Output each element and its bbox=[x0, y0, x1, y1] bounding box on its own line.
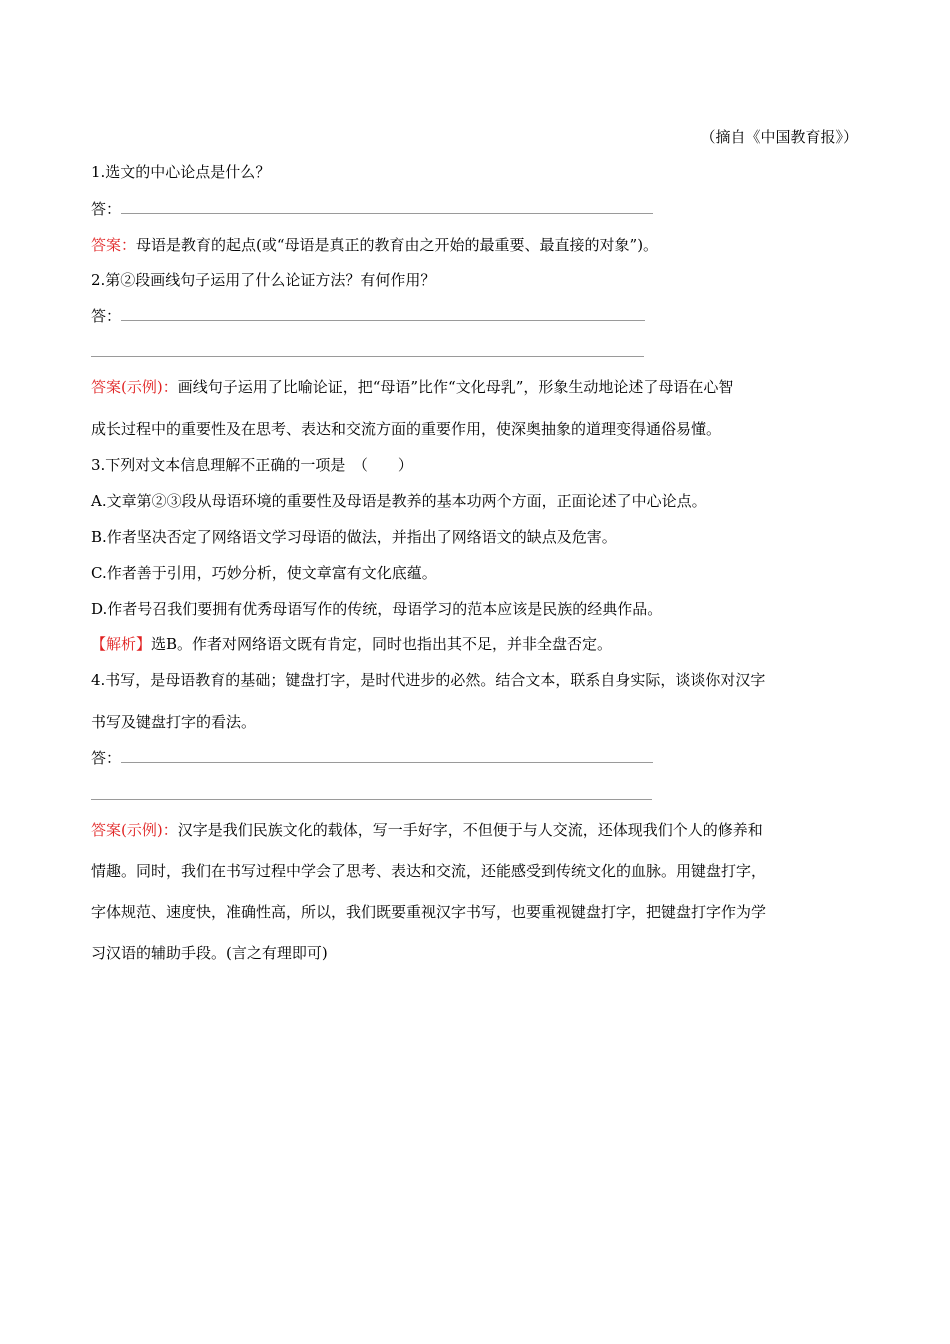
answer-2-line-1 bbox=[91, 377, 733, 397]
question-4-line-2: 书写及键盘打字的看法。 bbox=[91, 713, 257, 731]
analysis-3 bbox=[91, 634, 612, 654]
option-d[interactable]: D.作者号召我们要拥有优秀母语写作的传统，母语学习的范本应该是民族的经典作品。 bbox=[91, 600, 663, 618]
answer-prompt: 答： bbox=[91, 200, 122, 218]
answer-label: 答案(示例)： bbox=[91, 821, 178, 839]
answer-2-line-2: 成长过程中的重要性及在思考、表达和交流方面的重要作用，使深奥抽象的道理变得通俗易懂。 bbox=[91, 420, 722, 438]
question-3: 3.下列对文本信息理解不正确的一项是 （ ） bbox=[91, 456, 413, 474]
answer-label: 答案(示例)： bbox=[91, 378, 178, 396]
option-b[interactable]: B.作者坚决否定了网络语文学习母语的做法，并指出了网络语文的缺点及危害。 bbox=[91, 528, 617, 546]
answer-4-line-2: 情趣。同时，我们在书写过程中学会了思考、表达和交流，还能感受到传统文化的血脉。用键盘打字， bbox=[91, 862, 767, 880]
answer-rule-4b[interactable] bbox=[91, 799, 652, 800]
answer-text: 画线句子运用了比喻论证，把“母语”比作“文化母乳”，形象生动地论述了母语在心智 bbox=[177, 378, 734, 396]
question-1: 1.选文的中心论点是什么？ bbox=[91, 163, 271, 181]
source-citation: （摘自《中国教育报》） bbox=[700, 128, 858, 146]
answer-text: 汉字是我们民族文化的载体，写一手好字，不但便于与人交流，还体现我们个人的修养和 bbox=[177, 821, 763, 839]
answer-prompt: 答： bbox=[91, 749, 122, 767]
answer-text: 母语是教育的起点(或“母语是真正的教育由之开始的最重要、最直接的对象”)。 bbox=[136, 236, 659, 254]
answer-1 bbox=[91, 235, 658, 255]
option-c[interactable]: C.作者善于引用，巧妙分析，使文章富有文化底蕴。 bbox=[91, 564, 437, 582]
option-a[interactable]: A.文章第②③段从母语环境的重要性及母语是教养的基本功两个方面，正面论述了中心论点。 bbox=[91, 492, 707, 510]
answer-field-4[interactable] bbox=[91, 748, 653, 768]
answer-4-line-1 bbox=[91, 820, 763, 840]
answer-4-line-3: 字体规范、速度快，准确性高，所以，我们既要重视汉字书写，也要重视键盘打字，把键盘打字作为学 bbox=[91, 903, 767, 921]
analysis-label: 【解析】 bbox=[91, 635, 152, 653]
analysis-text: 选B。作者对网络语文既有肯定，同时也指出其不足，并非全盘否定。 bbox=[151, 635, 613, 653]
question-2: 2.第②段画线句子运用了什么论证方法？有何作用？ bbox=[91, 271, 436, 289]
question-4-line-1: 4.书写，是母语教育的基础；键盘打字，是时代进步的必然。结合文本，联系自身实际，谈谈你对汉字 bbox=[91, 671, 766, 689]
answer-4-line-4: 习汉语的辅助手段。(言之有理即可) bbox=[91, 944, 328, 962]
answer-field-1[interactable] bbox=[91, 199, 653, 219]
answer-label: 答案： bbox=[91, 236, 137, 254]
answer-blank-4[interactable] bbox=[121, 749, 653, 763]
answer-blank-1[interactable] bbox=[121, 200, 653, 214]
answer-field-2[interactable] bbox=[91, 306, 645, 326]
answer-blank-2[interactable] bbox=[121, 307, 645, 321]
answer-rule-2b[interactable] bbox=[91, 356, 644, 357]
answer-prompt: 答： bbox=[91, 307, 122, 325]
